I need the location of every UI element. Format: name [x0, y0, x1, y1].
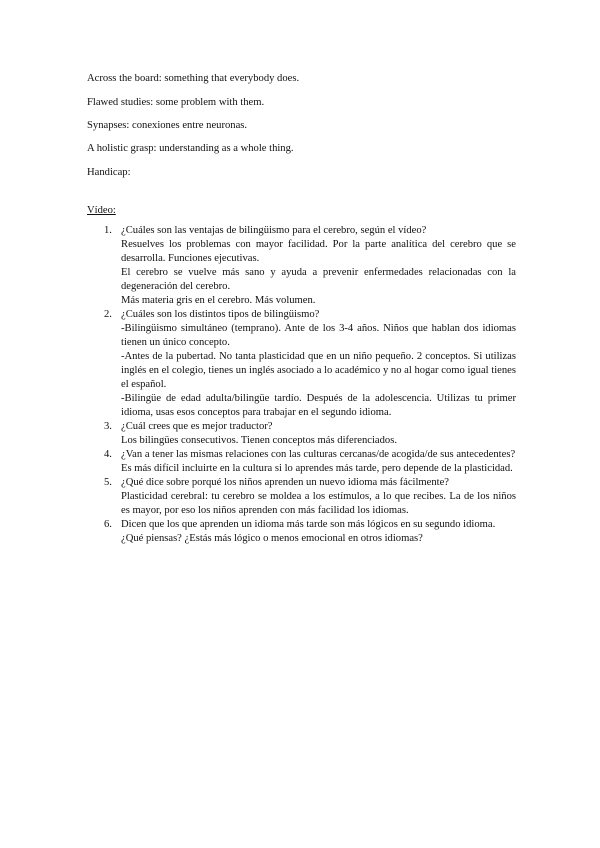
question-text: ¿Cuál crees que es mejor traductor?: [121, 421, 273, 432]
answer-line: El cerebro se vuelve más sano y ayuda a prevenir enfermedades relacionadas con la degeneración del cerebro.: [121, 267, 516, 292]
question-text: ¿Cuáles son los distintos tipos de bilingüismo?: [121, 309, 320, 320]
question-text: ¿Qué dice sobre porqué los niños aprenden un nuevo idioma más fácilmente?: [121, 477, 450, 488]
question-text: ¿Cuáles son las ventajas de bilingüismo para el cerebro, según el vídeo?: [121, 225, 427, 236]
question-item-5: [0, 476, 516, 518]
glossary-entry-across-the-board: Across the board: something that everybody does.: [87, 73, 300, 84]
question-number: 6.: [104, 519, 112, 530]
glossary-entry-handicap: Handicap:: [87, 167, 131, 178]
question-number: 2.: [104, 309, 112, 320]
answer-line: Plasticidad cerebral: tu cerebro se moldea a los estímulos, a lo que recibes. La de los niños es mayor, por eso los niños aprenden con más facilidad los idiomas.: [121, 491, 516, 516]
question-item-6: [0, 518, 516, 546]
question-item-2: [0, 308, 516, 420]
question-item-1: [0, 224, 516, 308]
question-text: ¿Van a tener las mismas relaciones con las culturas cercanas/de acogida/de sus antecedentes?: [121, 449, 516, 460]
question-text: Dicen que los que aprenden un idioma más tarde son más lógicos en su segundo idioma.: [121, 519, 496, 530]
answer-line: Es más difícil incluirte en la cultura si lo aprendes más tarde, pero depende de la plasticidad.: [121, 463, 513, 474]
question-number: 5.: [104, 477, 112, 488]
answer-line: Más materia gris en el cerebro. Más volumen.: [121, 295, 316, 306]
question-item-3: [0, 420, 516, 448]
answer-line: -Bilingüe de edad adulta/bilingüe tardío. Después de la adolescencia. Utilizas tu primer idioma, usas esos conceptos para trabajar en el segundo idioma.: [121, 393, 516, 418]
answer-line: -Bilingüismo simultáneo (temprano). Ante de los 3-4 años. Niños que hablan dos idiomas tienen un único concepto.: [121, 323, 516, 348]
answer-line: Resuelves los problemas con mayor facilidad. Por la parte analítica del cerebro que se desarrolla. Funciones ejecutivas.: [121, 239, 516, 264]
question-item-4: [0, 448, 516, 476]
glossary-entry-holistic-grasp: A holistic grasp: understanding as a whole thing.: [87, 143, 294, 154]
glossary-entry-flawed-studies: Flawed studies: some problem with them.: [87, 97, 265, 108]
question-number: 4.: [104, 449, 112, 460]
answer-line: -Antes de la pubertad. No tanta plasticidad que en un niño pequeño. 2 conceptos. Si utilizas inglés en el colegio, tienes un inglés asociado a lo académico y no al hogar como igual tienes el español.: [121, 351, 516, 390]
answer-line: ¿Qué piensas? ¿Estás más lógico o menos emocional en otros idiomas?: [121, 533, 423, 544]
glossary-entry-synapses: Synapses: conexiones entre neuronas.: [87, 120, 248, 131]
answer-line: Los bilingües consecutivos. Tienen conceptos más diferenciados.: [121, 435, 397, 446]
question-number: 3.: [104, 421, 112, 432]
question-list: [0, 224, 600, 546]
video-heading: Vídeo:: [87, 205, 116, 216]
question-number: 1.: [104, 225, 112, 236]
